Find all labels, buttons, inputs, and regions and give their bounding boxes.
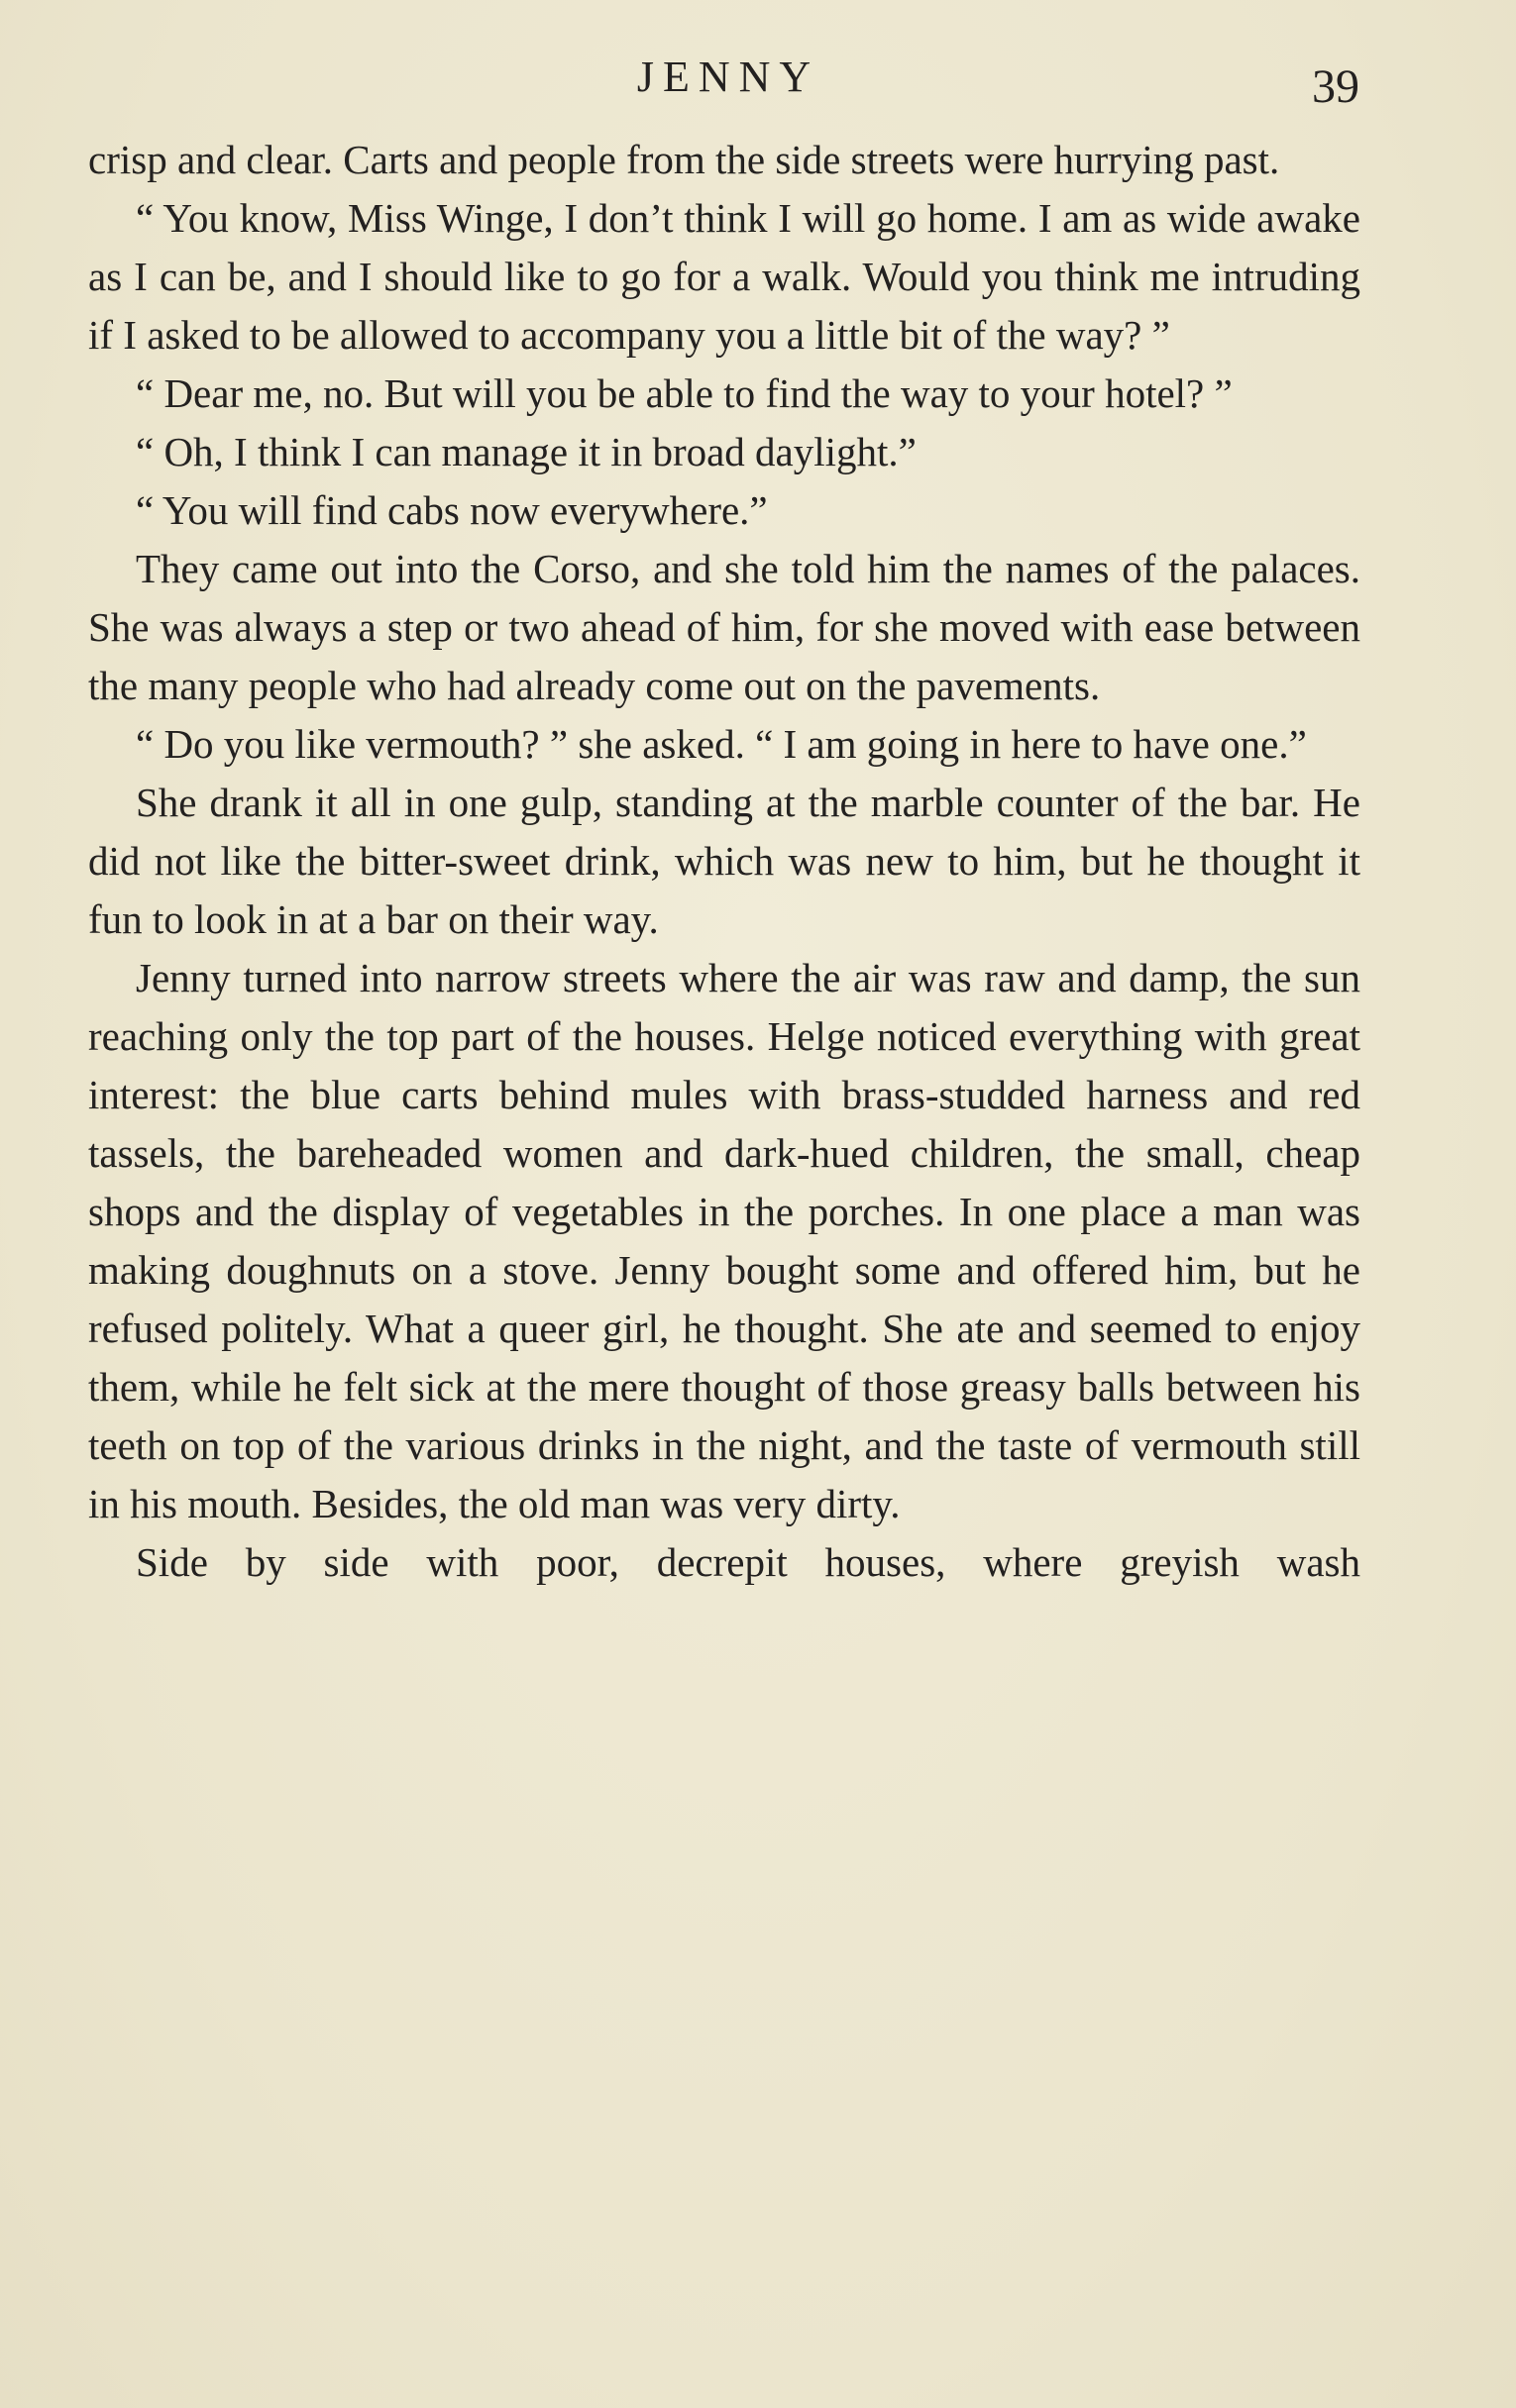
running-head [0,48,1516,117]
paragraph: Side by side with poor, decrepit houses, where greyish wash [136,1539,1360,1585]
paragraph: Jenny turned into narrow streets where the air was raw and damp, the sun reaching only the top part of the houses. Helge noticed everything with great interest: the blue carts behind mules with brass-studded harness and red tassels, the bareheaded women and dark-hued children, the small, cheap shops and the display of vegetables in the porches. In one place a man was making doughnuts on a stove. Jenny bought some and offered him, but he refused politely. What a queer girl, he thought. She ate and seemed to enjoy them, while he felt sick at the mere thought of those greasy balls between his teeth on top of the various drinks in the night, and the taste of vermouth still in his mouth. Besides, the old man was very dirty. [88,955,1360,1526]
paragraph: “ Oh, I think I can manage it in broad daylight.” [136,429,917,474]
paragraph: “ Do you like vermouth? ” she asked. “ I am going in here to have one.” [136,721,1307,767]
paragraph: She drank it all in one gulp, standing at the marble counter of the bar. He did not like the bitter-sweet drink, which was new to him, but he thought it fun to look in at a bar on their way. [88,780,1360,942]
body-text [88,131,1360,1592]
paragraph: They came out into the Corso, and she told him the names of the palaces. She was always a step or two ahead of him, for she moved with ease between the many people who had already come out on the pavements. [88,546,1360,708]
paragraph: “ Dear me, no. But will you be able to find the way to your hotel? ” [136,370,1233,416]
paragraph: crisp and clear. Carts and people from the side streets were hurrying past. [88,137,1280,182]
running-title: JENNY [636,52,820,101]
paragraph: “ You will find cabs now everywhere.” [136,487,768,533]
page-number: 39 [1312,60,1359,113]
paragraph: “ You know, Miss Winge, I don’t think I will go home. I am as wide awake as I can be, and I should like to go for a walk. Would you think me intruding if I asked to be allowed to accompany you a little bit of the way? ” [88,195,1360,358]
